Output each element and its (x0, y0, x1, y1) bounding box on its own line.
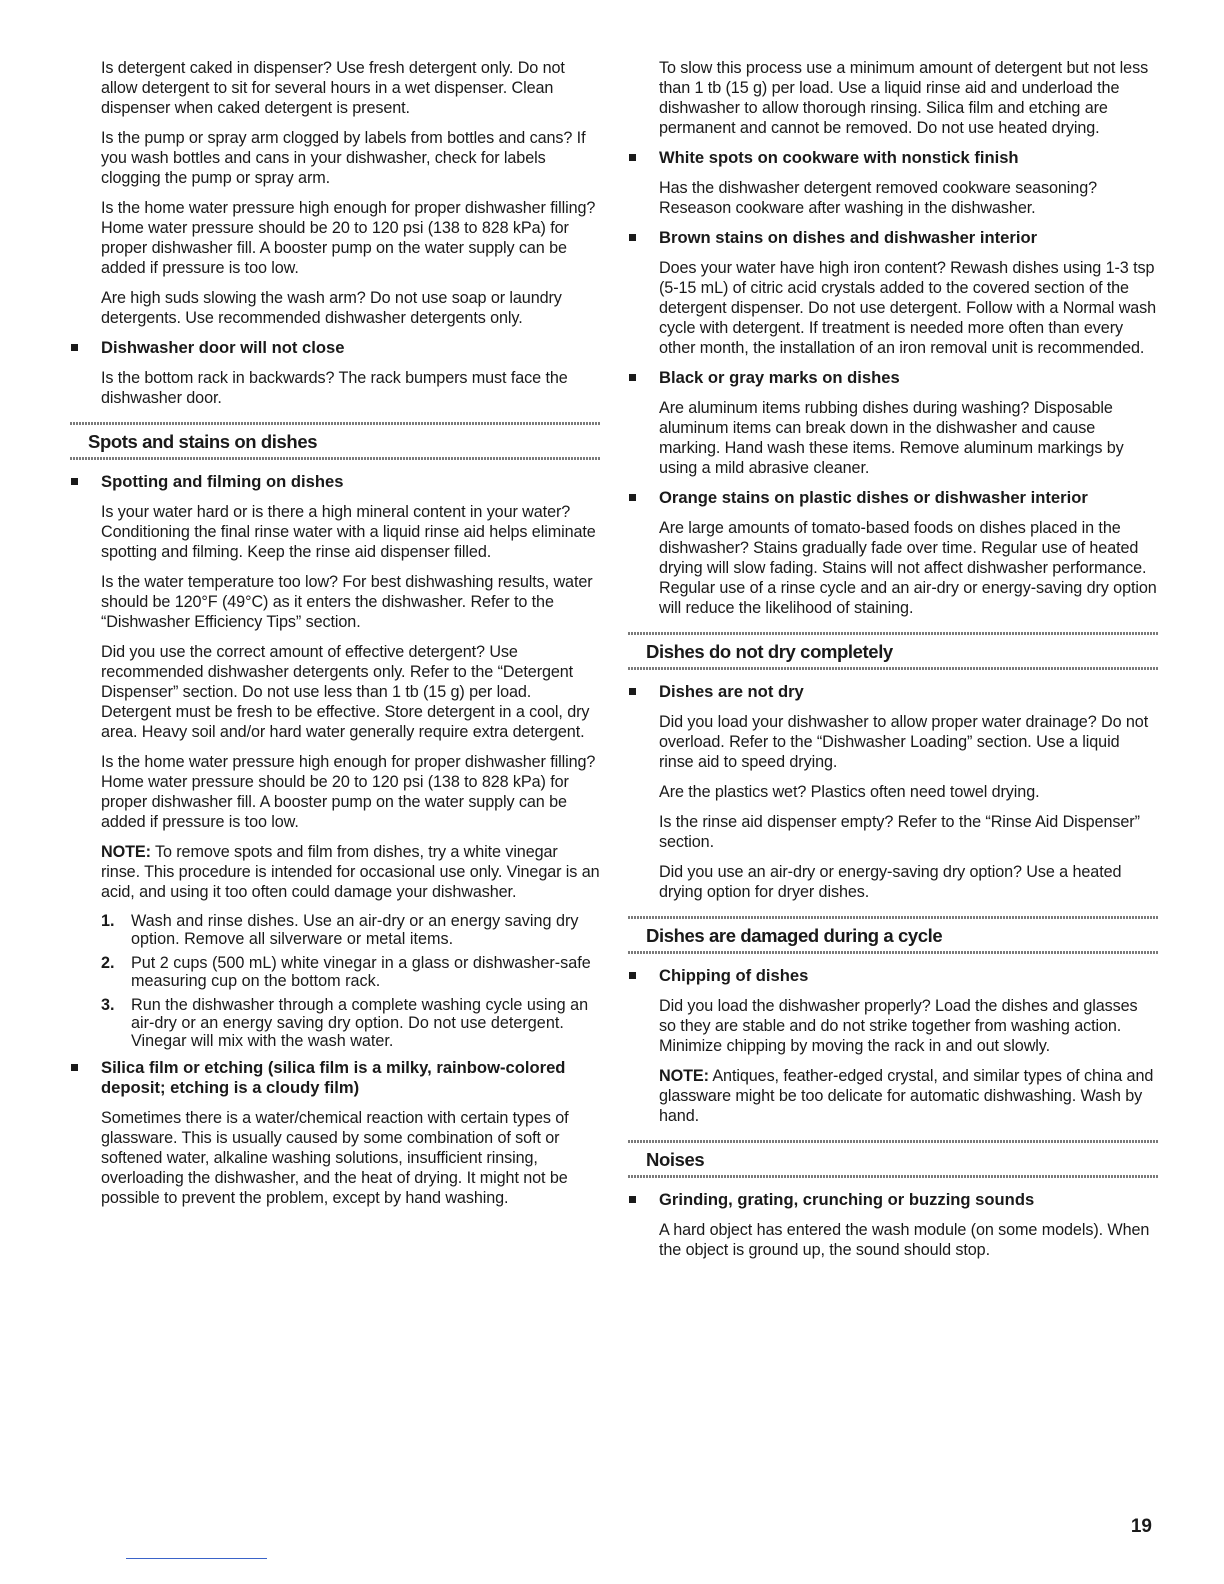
paragraph-water-pressure-2: Is the home water pressure high enough for proper dishwasher filling? Home water pressure should be 20 to 120 psi (138 to 828 kPa) for proper dishwasher fill. A booster pump on the water supply can be added if pressure is too low. (101, 753, 596, 831)
bullet-square-icon (629, 688, 636, 695)
page-number: 19 (1130, 1516, 1152, 1537)
step-number: 2. (101, 954, 115, 972)
bullet-square-icon (629, 972, 636, 979)
left-column (70, 58, 600, 1218)
paragraph-silica-reaction: Sometimes there is a water/chemical reaction with certain types of glassware. This is usually caused by some combination of soft or softened water, alkaline washing solutions, insufficient rinsing, overloading the dishwasher, and the heat of drying. It might not be possible to prevent the problem, except by hand washing. (101, 1109, 569, 1207)
paragraph-high-suds: Are high suds slowing the wash arm? Do not use soap or laundry detergents. Use recommended dishwasher detergents only. (101, 289, 562, 327)
step-number: 3. (101, 996, 115, 1014)
section-title: Spots and stains on dishes (88, 431, 318, 452)
paragraph-aluminum-items: Are aluminum items rubbing dishes during washing? Disposable aluminum items can break down in the dishwasher and cause marking. Hand wash these items. Remove aluminum markings by using a mild abrasive cleaner. (659, 399, 1124, 477)
bullet-square-icon (629, 374, 636, 381)
note-antiques (659, 1066, 1158, 1126)
heading-brown-stains (659, 228, 1158, 248)
dotted-rule (70, 457, 600, 460)
step-item (101, 912, 600, 948)
dotted-rule (628, 951, 1158, 954)
paragraph-rack-backwards: Is the bottom rack in backwards? The rack bumpers must face the dishwasher door. (101, 369, 568, 407)
bullet-square-icon (629, 1196, 636, 1203)
paragraph-cookware-seasoning: Has the dishwasher detergent removed cookware seasoning? Reseason cookware after washing in the dishwasher. (659, 179, 1098, 217)
paragraph-air-dry-option: Did you use an air-dry or energy-saving dry option? Use a heated drying option for dryer dishes. (659, 863, 1122, 901)
note-text: To remove spots and film from dishes, try a white vinegar rinse. This procedure is intended for occasional use only. Vinegar is an acid, and using it too often could damage your dishwasher. (101, 843, 600, 901)
dotted-rule (628, 1175, 1158, 1178)
heading-chipping (659, 966, 1158, 986)
paragraph-hard-object: A hard object has entered the wash module (on some models). When the object is ground up, the sound should stop. (659, 1221, 1150, 1259)
paragraph-rinse-aid-empty: Is the rinse aid dispenser empty? Refer to the “Rinse Aid Dispenser” section. (659, 813, 1140, 851)
section-header-damaged (628, 916, 1158, 954)
step-number: 1. (101, 912, 115, 930)
paragraph-load-drainage: Did you load your dishwasher to allow proper water drainage? Do not overload. Refer to the “Dishwasher Loading” section. Use a liquid rinse aid to speed drying. (659, 713, 1149, 771)
heading-grinding-sounds (659, 1190, 1158, 1210)
section-title: Dishes do not dry completely (646, 641, 893, 662)
heading-text: Dishes are not dry (659, 682, 804, 701)
step-text: Put 2 cups (500 mL) white vinegar in a glass or dishwasher-safe measuring cup on the bottom rack. (131, 954, 591, 990)
heading-spotting-filming (101, 472, 600, 492)
bullet-square-icon (629, 234, 636, 241)
step-item (101, 996, 600, 1050)
heading-black-marks (659, 368, 1158, 388)
heading-text: Spotting and filming on dishes (101, 472, 344, 491)
heading-silica-film (101, 1058, 600, 1098)
note-vinegar-rinse (101, 842, 600, 902)
note-text: Antiques, feather-edged crystal, and similar types of china and glassware might be too delicate for automatic dishwashing. Wash by hand. (659, 1067, 1154, 1125)
heading-text: Chipping of dishes (659, 966, 809, 985)
heading-text: Brown stains on dishes and dishwasher interior (659, 228, 1038, 247)
bullet-square-icon (71, 1064, 78, 1071)
paragraph-water-pressure: Is the home water pressure high enough for proper dishwasher filling? Home water pressure should be 20 to 120 psi (138 to 828 kPa) for proper dishwasher fill. A booster pump on the water supply can be added if pressure is too low. (101, 199, 596, 277)
heading-not-dry (659, 682, 1158, 702)
paragraph-water-temperature: Is the water temperature too low? For best dishwashing results, water should be 120°F (49°C) as it enters the dishwasher. Refer to the “Dishwasher Efficiency Tips” section. (101, 573, 593, 631)
note-label: NOTE: (101, 843, 151, 861)
paragraph-load-properly: Did you load the dishwasher properly? Load the dishes and glasses so they are stable and do not strike together from washing action. Minimize chipping by moving the rack in and out slowly. (659, 997, 1138, 1055)
section-header-dry (628, 632, 1158, 670)
section-title: Noises (646, 1149, 705, 1170)
note-label: NOTE: (659, 1067, 709, 1085)
paragraph-plastics-wet: Are the plastics wet? Plastics often need towel drying. (659, 783, 1040, 801)
heading-text: Grinding, grating, crunching or buzzing sounds (659, 1190, 1035, 1209)
paragraph-hard-water: Is your water hard or is there a high mineral content in your water? Conditioning the final rinse water with a liquid rinse aid helps eliminate spotting and filming. Keep the rinse aid dispenser filled. (101, 503, 596, 561)
paragraph-pump-clogged: Is the pump or spray arm clogged by labels from bottles and cans? If you wash bottles and cans in your dishwasher, check for labels clogging the pump or spray arm. (101, 129, 586, 187)
bullet-square-icon (71, 344, 78, 351)
paragraph-slow-process: To slow this process use a minimum amount of detergent but not less than 1 tb (15 g) per load. Use a liquid rinse aid and underload the dishwasher to allow thorough rinsing. Silica film and etching are permanent and cannot be removed. Do not use heated drying. (659, 59, 1149, 137)
bullet-square-icon (629, 494, 636, 501)
step-text: Run the dishwasher through a complete washing cycle using an air-dry or an energy saving dry option. Do not use detergent. Vinegar will mix with the wash water. (131, 996, 589, 1050)
paragraph-iron-content: Does your water have high iron content? Rewash dishes using 1-3 tsp (5-15 mL) of citric acid crystals added to the covered section of the detergent dispenser. Do not use detergent. Follow with a Normal wash cycle with detergent. If treatment is needed more often than every other month, the installation of an iron removal unit is recommended. (659, 259, 1157, 357)
heading-text: Orange stains on plastic dishes or dishwasher interior (659, 488, 1088, 507)
heading-text: Dishwasher door will not close (101, 338, 345, 357)
step-item (101, 954, 600, 990)
heading-orange-stains (659, 488, 1158, 508)
paragraph-tomato-foods: Are large amounts of tomato-based foods on dishes placed in the dishwasher? Stains gradually fade over time. Regular use of heated drying will slow fading. Stains will not affect dishwasher performance. Regular use of a rinse cycle and an air-dry or energy-saving dry option will reduce the likelihood of staining. (659, 519, 1157, 617)
heading-text: Black or gray marks on dishes (659, 368, 900, 387)
section-title: Dishes are damaged during a cycle (646, 925, 943, 946)
paragraph-caked-detergent: Is detergent caked in dispenser? Use fresh detergent only. Do not allow detergent to sit for several hours in a wet dispenser. Clean dispenser when caked detergent is present. (101, 59, 565, 117)
vinegar-steps (101, 912, 600, 1050)
heading-text: White spots on cookware with nonstick finish (659, 148, 1019, 167)
bullet-square-icon (71, 478, 78, 485)
heading-text: Silica film or etching (silica film is a milky, rainbow-colored deposit; etching is a cloudy film) (101, 1058, 566, 1097)
heading-door-will-not-close (101, 338, 600, 358)
heading-white-spots (659, 148, 1158, 168)
bullet-square-icon (629, 154, 636, 161)
paragraph-detergent-amount: Did you use the correct amount of effective detergent? Use recommended dishwasher detergents only. Refer to the “Detergent Dispenser” section. Do not use less than 1 tb (15 g) per load. Detergent must be fresh to be effective. Store detergent in a cool, dry area. Heavy soil and/or hard water generally require extra detergent. (101, 643, 590, 741)
section-header-spots (70, 422, 600, 460)
right-column (628, 58, 1158, 1270)
section-header-noises (628, 1140, 1158, 1178)
footer-line (126, 1558, 267, 1559)
dotted-rule (628, 667, 1158, 670)
step-text: Wash and rinse dishes. Use an air-dry or an energy saving dry option. Remove all silverware or metal items. (131, 912, 579, 948)
